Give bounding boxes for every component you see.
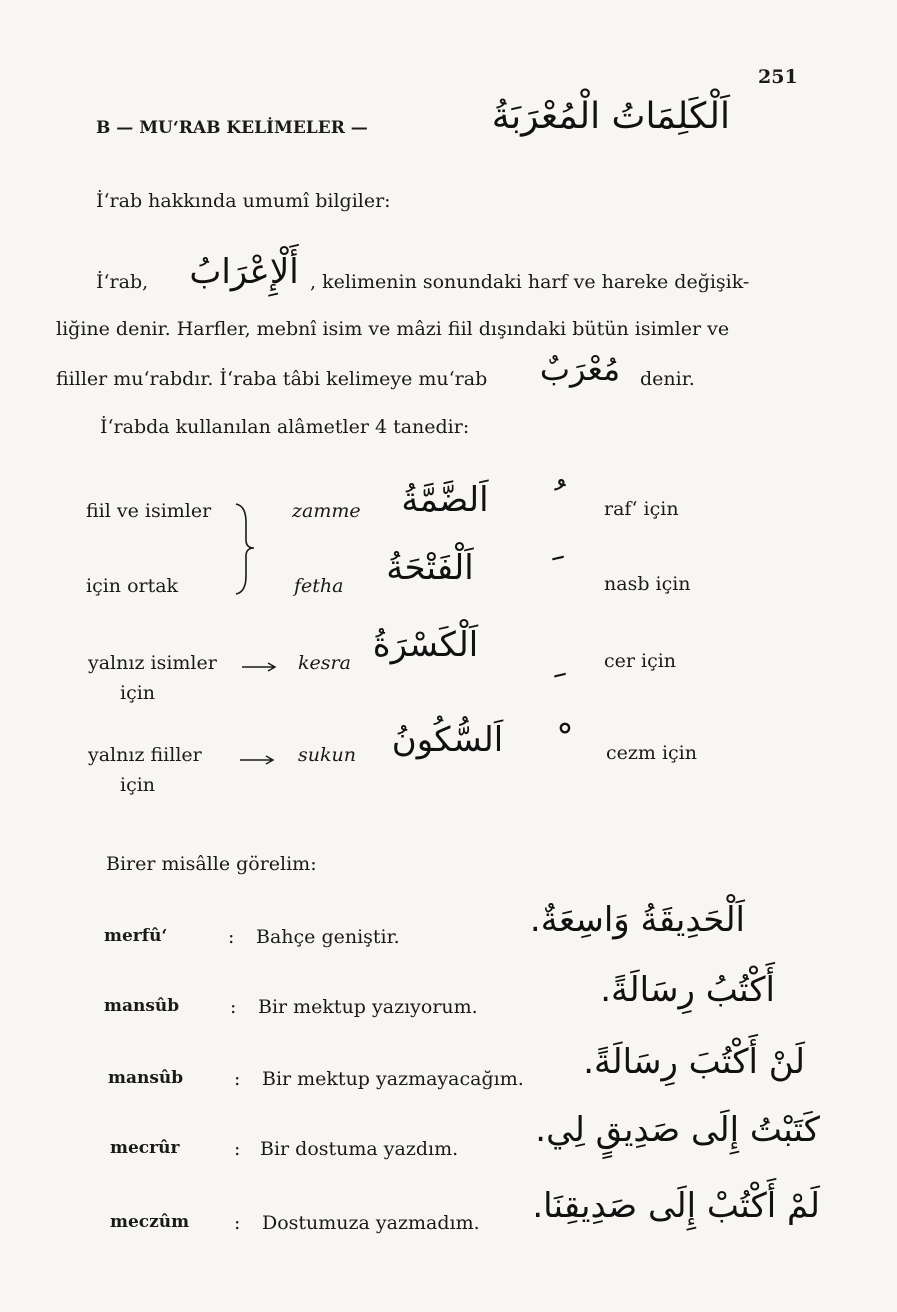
example-turkish: Bahçe geniştir.: [256, 926, 400, 948]
arrow-right-icon: [238, 753, 278, 767]
sign-name-kesra: kesra: [298, 652, 351, 674]
para1-line2: liğine denir. Harfler, mebnî isim ve mâzi fiil dışındaki bütün isimler ve: [56, 318, 730, 340]
para1-line1: , kelimenin sonundaki harf ve hareke değişik-: [310, 271, 750, 293]
example-case: mansûb: [108, 1068, 184, 1088]
sign-mark-zamme: [530, 478, 570, 524]
example-arabic: كَتَبْتُ إِلَى صَدِيقٍ لِي.: [535, 1110, 820, 1150]
para1-arabic-irab: أَلْإِعْرَابُ: [189, 252, 299, 292]
sign-use-kesra: cer için: [604, 650, 677, 672]
sign-arabic-zamme: اَلضَّمَّةُ: [401, 480, 489, 520]
example-arabic: لَنْ أَكْتُبَ رِسَالَةً.: [583, 1042, 805, 1082]
sign-name-zamme: zamme: [292, 500, 361, 522]
example-colon: :: [230, 996, 237, 1018]
para1-line3-start: fiiller mu‘rabdır. İ‘raba tâbi kelimeye mu‘rab: [56, 368, 488, 390]
example-arabic: اَلْحَدِيقَةُ وَاسِعَةٌ.: [529, 900, 745, 940]
example-case: meczûm: [110, 1212, 190, 1232]
sign-use-zamme: raf‘ için: [604, 498, 679, 520]
sign-name-fetha: fetha: [294, 575, 344, 597]
sign-name-sukun: sukun: [298, 744, 356, 766]
example-turkish: Bir dostuma yazdım.: [260, 1138, 459, 1160]
sign-arabic-kesra: اَلْكَسْرَةُ: [372, 625, 479, 665]
page-number: 251: [758, 66, 798, 88]
sign-mark-kesra: [530, 636, 570, 682]
section-heading: B — MU‘RAB KELİMELER —: [96, 118, 368, 138]
arrow-right-icon: [240, 660, 280, 674]
example-case: mansûb: [104, 996, 180, 1016]
sign-group-label-2: için: [120, 774, 156, 796]
heading-arabic: اَلْكَلِمَاتُ الْمُعْرَبَةُ: [491, 96, 730, 137]
examples-intro: Birer misâlle görelim:: [106, 853, 317, 875]
brace-icon: [232, 498, 258, 598]
example-colon: :: [234, 1138, 241, 1160]
sign-group-label-2: için: [120, 682, 156, 704]
example-turkish: Dostumuza yazmadım.: [262, 1212, 480, 1234]
signs-intro: İ‘rabda kullanılan alâmetler 4 tanedir:: [100, 416, 470, 438]
example-arabic: لَمْ أَكْتُبْ إِلَى صَدِيقِنَا.: [532, 1186, 820, 1226]
sign-use-sukun: cezm için: [606, 742, 697, 764]
subtitle: İ‘rab hakkında umumî bilgiler:: [96, 190, 391, 212]
para1-arabic-murab: مُعْرَبٌ: [539, 350, 621, 388]
sign-group-label: yalnız fiiller: [88, 744, 202, 766]
sign-arabic-fetha: اَلْفَتْحَةُ: [386, 548, 474, 588]
sign-mark-sukun: [535, 722, 575, 768]
example-colon: :: [234, 1212, 241, 1234]
sign-group-label: için ortak: [86, 575, 179, 597]
example-turkish: Bir mektup yazıyorum.: [258, 996, 478, 1018]
example-turkish: Bir mektup yazmayacağım.: [262, 1068, 524, 1090]
example-colon: :: [234, 1068, 241, 1090]
sign-group-label: yalnız isimler: [88, 652, 217, 674]
example-case: mecrûr: [110, 1138, 180, 1158]
sign-arabic-sukun: اَلسُّكُونُ: [391, 720, 504, 760]
example-colon: :: [228, 926, 235, 948]
example-case: merfû‘: [104, 926, 168, 946]
para1-lead: İ‘rab,: [96, 271, 149, 293]
example-arabic: أَكْتُبُ رِسَالَةً.: [600, 970, 775, 1010]
para1-line3-end: denir.: [640, 368, 695, 390]
sign-mark-fetha: [528, 548, 568, 594]
sign-group-label: fiil ve isimler: [86, 500, 212, 522]
sign-use-fetha: nasb için: [604, 573, 691, 595]
